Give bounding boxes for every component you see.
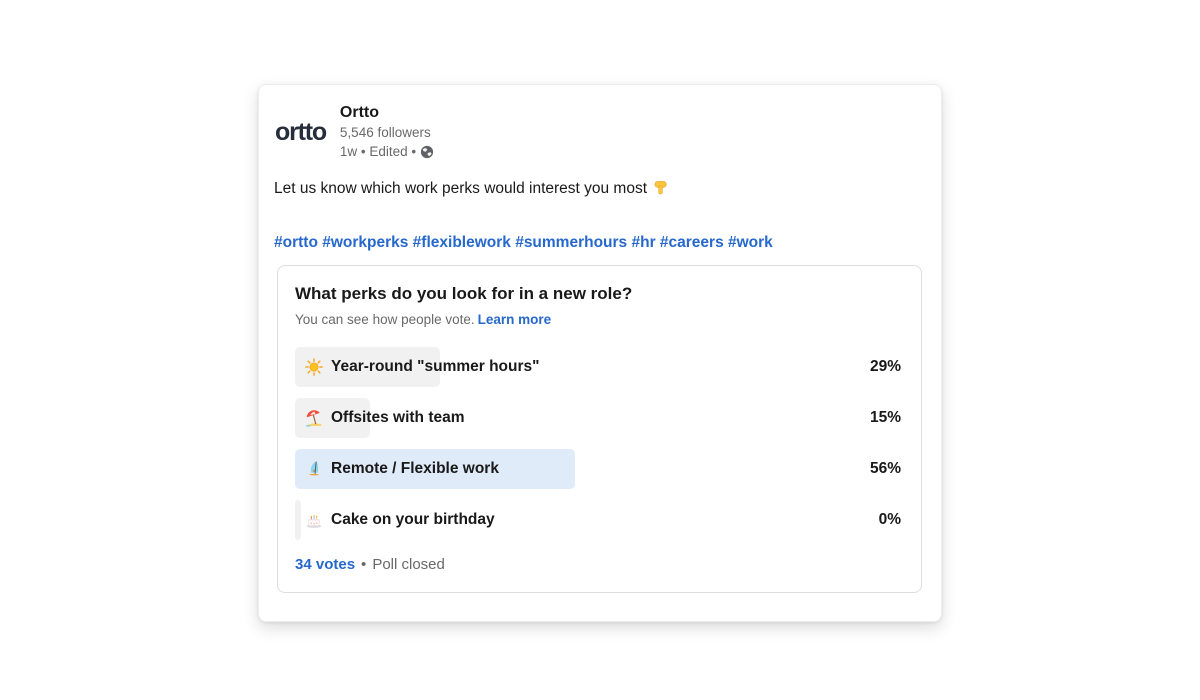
followers-count: 5,546 followers	[339, 124, 431, 140]
poll-option-percent: 56%	[869, 460, 901, 478]
poll-title: What perks do you look for in a new role?	[295, 284, 633, 304]
learn-more-link[interactable]: Learn more	[477, 312, 552, 328]
poll-subtitle-text: You can see how people vote.	[295, 312, 475, 328]
post-meta	[340, 143, 434, 162]
post-header	[259, 85, 941, 162]
pointing-down-emoji	[652, 183, 669, 200]
surfer-emoji	[305, 460, 323, 478]
poll-subtitle	[295, 312, 904, 327]
post-meta-text: 1w • Edited •	[339, 143, 417, 159]
poll-option-row	[295, 449, 904, 489]
poll-option-text: Offsites with team	[331, 409, 465, 427]
sun-emoji	[305, 358, 323, 376]
beach-umbrella-emoji	[305, 409, 323, 427]
poll-option-label	[295, 358, 540, 376]
poll-option-row	[295, 500, 904, 540]
footer-separator: •	[361, 556, 367, 574]
poll-card	[277, 265, 922, 593]
poll-option-label	[295, 460, 499, 478]
poll-option-text: Year-round "summer hours"	[331, 358, 540, 376]
poll-option-text: Remote / Flexible work	[331, 460, 499, 478]
poll-option-text: Cake on your birthday	[331, 511, 495, 529]
poll-status: Poll closed	[372, 556, 445, 574]
poll-option-percent: 29%	[869, 358, 901, 376]
post-text	[274, 178, 925, 203]
poll-footer	[295, 556, 904, 573]
linkedin-post-card	[258, 84, 942, 622]
poll-option-label	[295, 511, 495, 529]
poll-option-row	[295, 398, 904, 438]
poll-option-row	[295, 347, 904, 387]
poll-option-percent: 0%	[878, 511, 901, 529]
post-text-content: Let us know which work perks would interest you most	[274, 179, 648, 197]
globe-icon	[420, 145, 434, 159]
post-hashtags[interactable]: #ortto #workperks #flexiblework #summerhours #hr #careers #work	[274, 234, 773, 252]
poll-option-percent: 15%	[869, 409, 901, 427]
ortto-logo[interactable]: ortto	[275, 117, 326, 146]
birthday-cake-emoji	[305, 511, 323, 529]
account-name[interactable]: Ortto	[339, 104, 380, 121]
poll-option-label	[295, 409, 465, 427]
votes-link[interactable]: 34 votes	[295, 556, 356, 574]
poll-options-list	[295, 347, 904, 540]
